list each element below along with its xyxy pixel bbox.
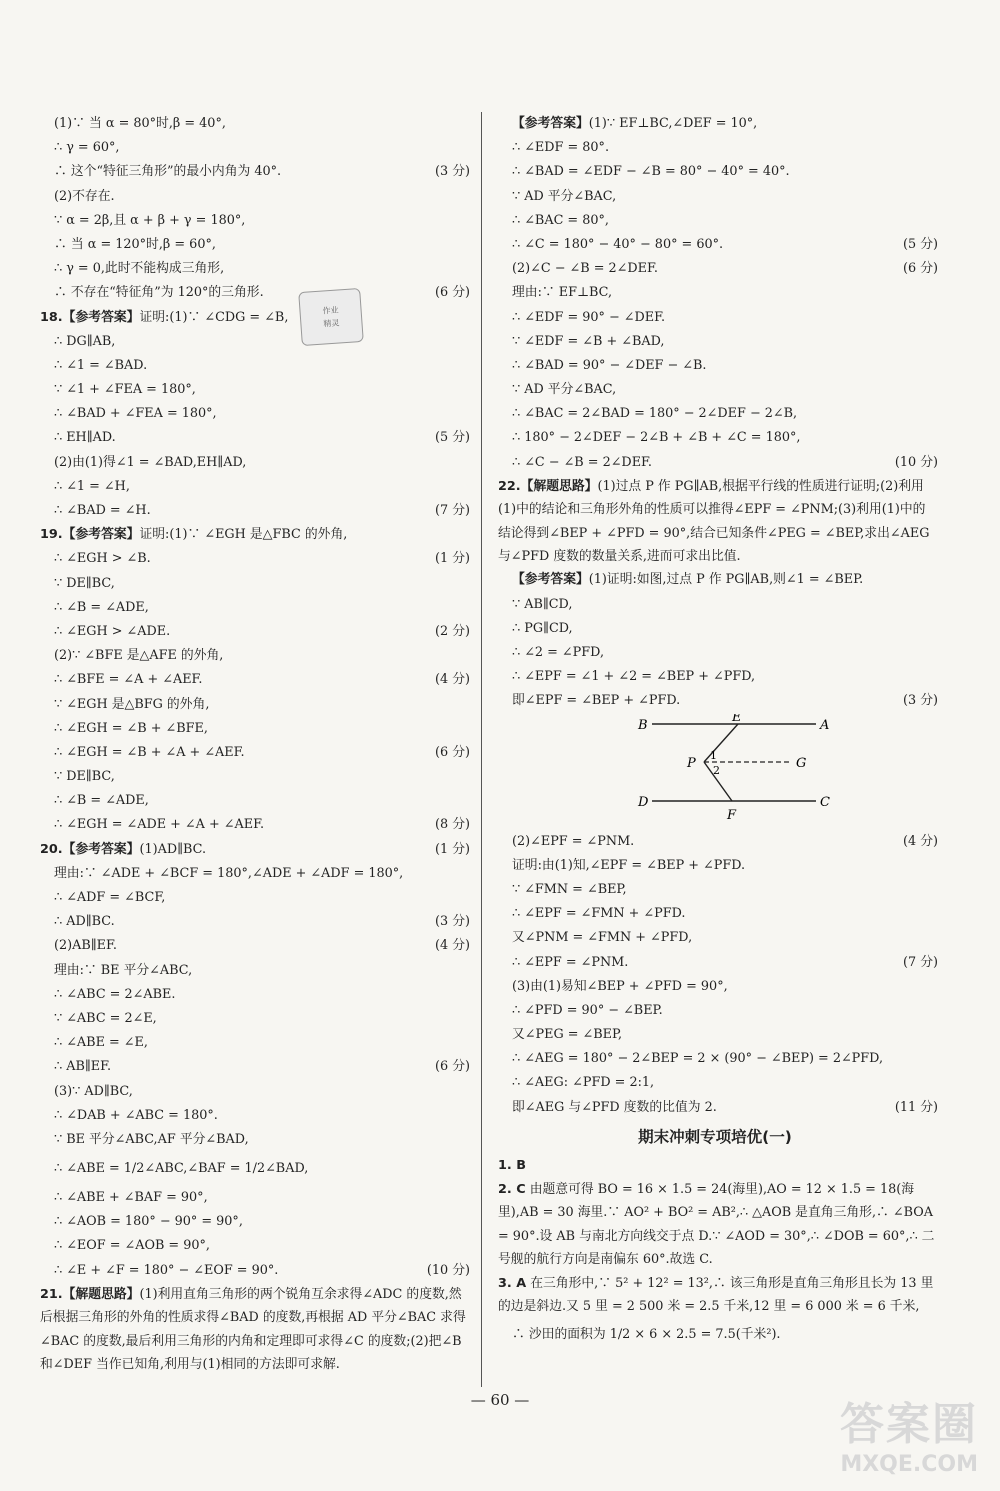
text-line [34, 426, 470, 450]
watermark [840, 1388, 978, 1477]
text-line [492, 1071, 938, 1095]
text-line [492, 975, 938, 999]
line-text: 在三角形中,∵ 5² + 12² = 13²,∴ 该三角形是直角三角形且长为 13 里的边是斜边.又 5 里 = 2 500 米 = 2.5 千米,12 里 = 6 000 米 = 6 千米, [498, 1275, 934, 1315]
line-text: ∴ AB∥EF. [54, 1059, 112, 1075]
score-mark: (5 分) [435, 430, 470, 446]
line-text: ∴ ∠BAC = 2∠BAD = 180° − 2∠DEF − 2∠B, [512, 406, 798, 422]
line-text: (1)∵ 当 α = 80°时,β = 40°, [54, 116, 226, 131]
line-text: ∴ ∠BAC = 80°, [512, 212, 609, 228]
line-text: ∴ 沙田的面积为 1/2 × 6 × 2.5 = 7.5(千米²). [512, 1327, 781, 1343]
text-line [492, 1023, 938, 1047]
line-text: 证明:(1)∵ ∠EGH 是△FBC 的外角, [139, 527, 348, 543]
score-mark: (8 分) [435, 817, 470, 833]
text-line [492, 136, 938, 160]
line-text: ∴ ∠ABC = 2∠ABE. [54, 986, 176, 1002]
line-text: (2)AB∥EF. [54, 938, 117, 954]
line-text: (2)∠EPF = ∠PNM. [512, 833, 635, 849]
line-text: ∴ ∠EGH = ∠B + ∠BFE, [54, 720, 208, 736]
line-text: ∴ ∠PFD = 90° − ∠BEP. [512, 1002, 663, 1018]
line-text: ∵ DE∥BC, [54, 575, 115, 591]
line-text: (2)∵ ∠BFE 是△AFE 的外角, [54, 648, 224, 664]
text-line [492, 902, 938, 926]
answer-tag: 【参考答案】 [62, 309, 140, 325]
line-text: 由题意可得 BO = 16 × 1.5 = 24(海里),AO = 12 × 1.5 = 18(海里),AB = 30 海里.∵ AO² + BO² = AB²,∴ △AOB 是直角三角形,∴ ∠BOA = 90°.设 AB 与南北方向线交于点 D.∵ ∠AOD = 30°,∴ ∠DOB = 60°,∴ 二号舰的航行方向是南偏东 60°.故选 C. [498, 1182, 935, 1268]
line-text: 证明:(1)∵ ∠CDG = ∠B, [139, 309, 289, 325]
text-line [34, 209, 470, 233]
text-line [34, 136, 470, 160]
line-text: ∵ α = 2β,且 α + β + γ = 180°, [54, 212, 246, 228]
text-line [492, 1047, 938, 1071]
score-mark: (4 分) [435, 672, 470, 688]
line-text: ∴ ∠1 = ∠BAD. [54, 357, 148, 373]
watermark-logo-text: 答案圈 [840, 1399, 978, 1450]
label-F: F [727, 807, 737, 823]
line-text: (2)∠C − ∠B = 2∠DEF. [512, 261, 658, 277]
line-text: ∴ ∠BAD = ∠EDF − ∠B = 80° − 40° = 40°. [512, 164, 790, 180]
column-divider [481, 112, 482, 1387]
stamp-logo: 作业 精灵 [298, 288, 364, 346]
text-line [34, 281, 470, 305]
text-line [492, 1272, 938, 1319]
line-text: (2)不存在. [54, 188, 115, 204]
line-text: 理由:∵ EF⊥BC, [512, 285, 613, 301]
line-text: (1)利用直角三角形的两个锐角互余求得∠ADC 的度数,然后根据三角形的外角的性质求得∠BAD 的度数,再根据 AD 平分∠BAC 求得∠BAC 的度数,最后利用三角形的内角和定理即可求得∠C 的度数;(2)把∠B 和∠DEF 当作已知角,利用与(1)相同的方法即可求解. [40, 1286, 466, 1373]
question-number: 18. [40, 309, 63, 325]
score-mark: (6 分) [435, 744, 470, 760]
text-line [34, 378, 470, 402]
text-line [34, 1234, 470, 1258]
text-line [492, 233, 938, 257]
line-text: ∵ AD 平分∠BAC, [512, 188, 617, 204]
text-line [34, 451, 470, 475]
q22-part2 [492, 830, 938, 1120]
text-line [34, 644, 470, 668]
text-line [492, 185, 938, 209]
line-text: ∴ γ = 0,此时不能构成三角形, [54, 261, 225, 277]
text-line [492, 617, 938, 641]
geometry-diagram [492, 714, 938, 830]
line-text: ∵ ∠FMN = ∠BEP, [512, 881, 627, 897]
question-number: 21. [40, 1286, 63, 1302]
text-line [34, 523, 470, 547]
text-line [34, 1055, 470, 1079]
text-line [34, 1259, 470, 1283]
text-line [34, 499, 470, 523]
text-line [492, 926, 938, 950]
text-line [492, 160, 938, 184]
text-line [34, 813, 470, 837]
score-mark: (4 分) [435, 938, 470, 954]
text-line [492, 878, 938, 902]
answer-tag: 【参考答案】 [62, 527, 140, 543]
text-line [492, 354, 938, 378]
line-text: 又∠PNM = ∠FMN + ∠PFD, [512, 930, 693, 946]
score-mark: (7 分) [903, 954, 938, 970]
line-text: ∴ ∠C − ∠B = 2∠DEF. [512, 454, 652, 470]
line-text: ∴ ∠AOB = 180° − 90° = 90°, [54, 1214, 243, 1230]
text-line [34, 1007, 470, 1031]
score-mark: (10 分) [426, 1262, 470, 1278]
score-mark: (7 分) [435, 503, 470, 518]
text-line [492, 1178, 938, 1272]
answer-tag: 【参考答案】 [512, 572, 589, 588]
line-text: 理由:∵ ∠ADE + ∠BCF = 180°,∠ADE + ∠ADF = 180°, [54, 865, 404, 881]
text-line [34, 547, 470, 571]
label-G: G [796, 755, 807, 771]
text-line [492, 281, 938, 305]
score-mark: (3 分) [435, 164, 470, 180]
text-line [34, 789, 470, 813]
line-text: 证明:由(1)知,∠EPF = ∠BEP + ∠PFD. [512, 857, 746, 873]
text-line [34, 160, 470, 184]
line-text: ∴ ∠ADF = ∠BCF, [54, 890, 166, 905]
text-line [492, 451, 938, 475]
text-line [34, 934, 470, 958]
line-text: ∴ 这个“特征三角形”的最小内角为 40°. [54, 164, 282, 180]
question-number: 20. [40, 841, 63, 857]
text-line [492, 475, 938, 569]
label-angle-1: 1 [710, 748, 717, 762]
text-line [492, 257, 938, 281]
text-line [34, 838, 470, 862]
score-mark: (6 分) [903, 261, 938, 277]
text-line [34, 1210, 470, 1234]
text-line [492, 330, 938, 354]
line-text: ∴ ∠C = 180° − 40° − 80° = 60°. [512, 236, 724, 252]
question-number: 19. [40, 527, 63, 543]
text-line [34, 886, 470, 910]
line-text: ∵ ∠ABC = 2∠E, [54, 1010, 157, 1026]
label-B: B [638, 717, 648, 733]
question-number: 2. C [498, 1182, 526, 1197]
question-number: 22. [498, 478, 521, 494]
text-line [34, 983, 470, 1007]
text-line [34, 1283, 470, 1377]
line-text: ∴ EH∥AD. [54, 430, 116, 446]
text-line [34, 306, 470, 330]
line-text: ∵ AD 平分∠BAC, [512, 382, 617, 398]
text-line [492, 112, 938, 136]
line-text: ∴ ∠EGH = ∠B + ∠A + ∠AEF. [54, 744, 245, 760]
text-line [34, 1031, 470, 1055]
line-text: ∴ ∠AEG = 180° − 2∠BEP = 2 × (90° − ∠BEP) = 2∠PFD, [512, 1051, 884, 1067]
line-text: (1)∵ EF⊥BC,∠DEF = 10°, [588, 116, 758, 131]
line-text: (3)∵ AD∥BC, [54, 1083, 133, 1099]
line-text: ∴ 当 α = 120°时,β = 60°, [54, 236, 216, 252]
text-line [492, 665, 938, 689]
text-line [492, 830, 938, 854]
line-text: ∴ ∠BAD = ∠H. [54, 503, 151, 518]
text-line [34, 668, 470, 692]
line-text: ∴ PG∥CD, [512, 620, 573, 636]
answer-tag: 【解题思路】 [62, 1286, 140, 1302]
score-mark: (11 分) [894, 1099, 938, 1115]
line-text: (1)证明:如图,过点 P 作 PG∥AB,则∠1 = ∠BEP. [588, 572, 864, 588]
text-line [492, 641, 938, 665]
text-line [492, 593, 938, 617]
left-column [34, 112, 470, 1376]
text-line [34, 1128, 470, 1152]
text-line [34, 257, 470, 281]
line-text: 即∠EPF = ∠BEP + ∠PFD. [512, 693, 681, 709]
text-line [492, 1318, 938, 1352]
text-line [492, 402, 938, 426]
text-line [492, 426, 938, 450]
line-text: ∵ BE 平分∠ABC,AF 平分∠BAD, [54, 1131, 249, 1147]
text-line [34, 330, 470, 354]
line-text: ∴ ∠B = ∠ADE, [54, 599, 149, 615]
text-line [34, 402, 470, 426]
score-mark: (6 分) [435, 1059, 470, 1075]
text-line [34, 354, 470, 378]
section-title: 期末冲刺专项培优(一) [638, 1127, 792, 1146]
line-text: ∴ ∠EPF = ∠FMN + ∠PFD. [512, 906, 686, 922]
text-line [492, 854, 938, 878]
label-C: C [820, 794, 830, 810]
text-line [492, 378, 938, 402]
question-number: 3. A [498, 1275, 527, 1291]
line-text: ∴ ∠BAD + ∠FEA = 180°, [54, 406, 217, 422]
line-text: ∴ ∠EPF = ∠PNM. [512, 954, 629, 970]
score-mark: (6 分) [435, 285, 470, 301]
line-text: ∵ ∠EDF = ∠B + ∠BAD, [512, 333, 665, 349]
line-text: ∵ ∠1 + ∠FEA = 180°, [54, 382, 196, 398]
line-text: (2)由(1)得∠1 = ∠BAD,EH∥AD, [54, 454, 247, 470]
text-line [34, 572, 470, 596]
text-line [34, 596, 470, 620]
line-text: (1)过点 P 作 PG∥AB,根据平行线的性质进行证明;(2)利用(1)中的结论和三角形外角的性质可以推得∠EPF = ∠PNM;(3)利用(1)中的结论得到∠BEP + ∠PFD = 90°,结合已知条件∠PEG = ∠BEP,求出∠AEG 与∠PFD 度数的数量关系,进而可求出比值. [498, 478, 930, 565]
final-review-answers [492, 1154, 938, 1353]
text-line [34, 717, 470, 741]
score-mark: (1 分) [435, 841, 470, 857]
text-line [34, 112, 470, 136]
label-E: E [732, 713, 742, 725]
text-line [34, 959, 470, 983]
answer-tag: 【参考答案】 [62, 841, 140, 857]
line-text: ∴ ∠EDF = 80°. [512, 140, 610, 156]
text-line [34, 765, 470, 789]
line-text: ∴ ∠2 = ∠PFD, [512, 645, 605, 660]
score-mark: (1 分) [435, 551, 470, 567]
text-line [34, 1186, 470, 1210]
page-number: — 60 — [470, 1391, 530, 1409]
line-text: ∴ ∠EOF = ∠AOB = 90°, [54, 1238, 210, 1254]
text-line [34, 620, 470, 644]
line-text: ∵ AB∥CD, [512, 596, 573, 612]
answer-tag: 【参考答案】 [512, 116, 589, 131]
line-text: ∴ ∠ABE = 1/2∠ABC,∠BAF = 1/2∠BAD, [54, 1161, 309, 1177]
line-text: ∴ ∠EGH > ∠ADE. [54, 623, 171, 639]
line-text: ∴ ∠ABE + ∠BAF = 90°, [54, 1190, 208, 1206]
line-text: ∴ ∠EPF = ∠1 + ∠2 = ∠BEP + ∠PFD, [512, 669, 756, 685]
line-text: ∴ ∠DAB + ∠ABC = 180°. [54, 1107, 218, 1123]
text-line [492, 568, 938, 592]
line-text: ∵ ∠EGH 是△BFG 的外角, [54, 696, 210, 712]
text-line [34, 185, 470, 209]
score-mark: (2 分) [435, 623, 470, 639]
text-line [492, 1154, 938, 1178]
line-text: 即∠AEG 与∠PFD 度数的比值为 2. [512, 1099, 717, 1115]
line-text: ∴ ∠B = ∠ADE, [54, 793, 149, 809]
line-text: ∵ DE∥BC, [54, 769, 115, 785]
text-line [492, 306, 938, 330]
score-mark: (4 分) [903, 833, 938, 849]
right-column [492, 112, 938, 1352]
line-text: ∴ ∠AEG: ∠PFD = 2:1, [512, 1075, 655, 1091]
text-line [34, 475, 470, 499]
label-P: P [687, 755, 696, 771]
answer-tag: 【解题思路】 [520, 478, 598, 494]
score-mark: (3 分) [435, 914, 470, 930]
q21-22-part1 [492, 112, 938, 714]
line-text: ∴ AD∥BC. [54, 914, 115, 930]
line-text: ∴ 不存在“特征角”为 120°的三角形. [54, 285, 264, 301]
text-line [34, 1104, 470, 1128]
line-text: ∴ ∠BAD = 90° − ∠DEF − ∠B. [512, 357, 707, 373]
score-mark: (3 分) [903, 693, 938, 709]
text-line [492, 951, 938, 975]
watermark-url: MXQE.COM [840, 1452, 978, 1477]
text-line [492, 209, 938, 233]
text-line [34, 1080, 470, 1104]
line-text: ∴ ∠EGH = ∠ADE + ∠A + ∠AEF. [54, 817, 265, 833]
line-text: (1)AD∥BC. [139, 841, 207, 857]
text-line [492, 999, 938, 1023]
text-line [492, 1096, 938, 1120]
score-mark: (5 分) [903, 236, 938, 252]
line-text: ∴ ∠BFE = ∠A + ∠AEF. [54, 672, 203, 688]
text-line [34, 741, 470, 765]
line-text: ∴ ∠EDF = 90° − ∠DEF. [512, 309, 666, 325]
line-text: 又∠PEG = ∠BEP, [512, 1027, 623, 1043]
text-line [492, 689, 938, 713]
label-angle-2: 2 [713, 763, 720, 777]
line-text: (3)由(1)易知∠BEP + ∠PFD = 90°, [512, 978, 728, 994]
question-number: 1. B [498, 1157, 526, 1173]
line-text: ∴ DG∥AB, [54, 333, 116, 349]
label-A: A [820, 717, 830, 733]
label-D: D [638, 794, 649, 810]
text-line [34, 693, 470, 717]
text-line [34, 910, 470, 934]
score-mark: (10 分) [894, 454, 938, 470]
line-text: ∴ 180° − 2∠DEF − 2∠B + ∠B + ∠C = 180°, [512, 430, 801, 446]
line-text: ∴ γ = 60°, [54, 140, 120, 156]
parallel-lines-figure [492, 714, 938, 830]
text-line [34, 1152, 470, 1186]
line-text: ∴ ∠E + ∠F = 180° − ∠EOF = 90°. [54, 1262, 279, 1278]
line-text: ∴ ∠ABE = ∠E, [54, 1035, 148, 1051]
line-text: ∴ ∠EGH > ∠B. [54, 551, 151, 567]
text-line [34, 233, 470, 257]
line-text: 理由:∵ BE 平分∠ABC, [54, 962, 193, 978]
line-text: ∴ ∠1 = ∠H, [54, 478, 130, 494]
text-line [34, 862, 470, 886]
